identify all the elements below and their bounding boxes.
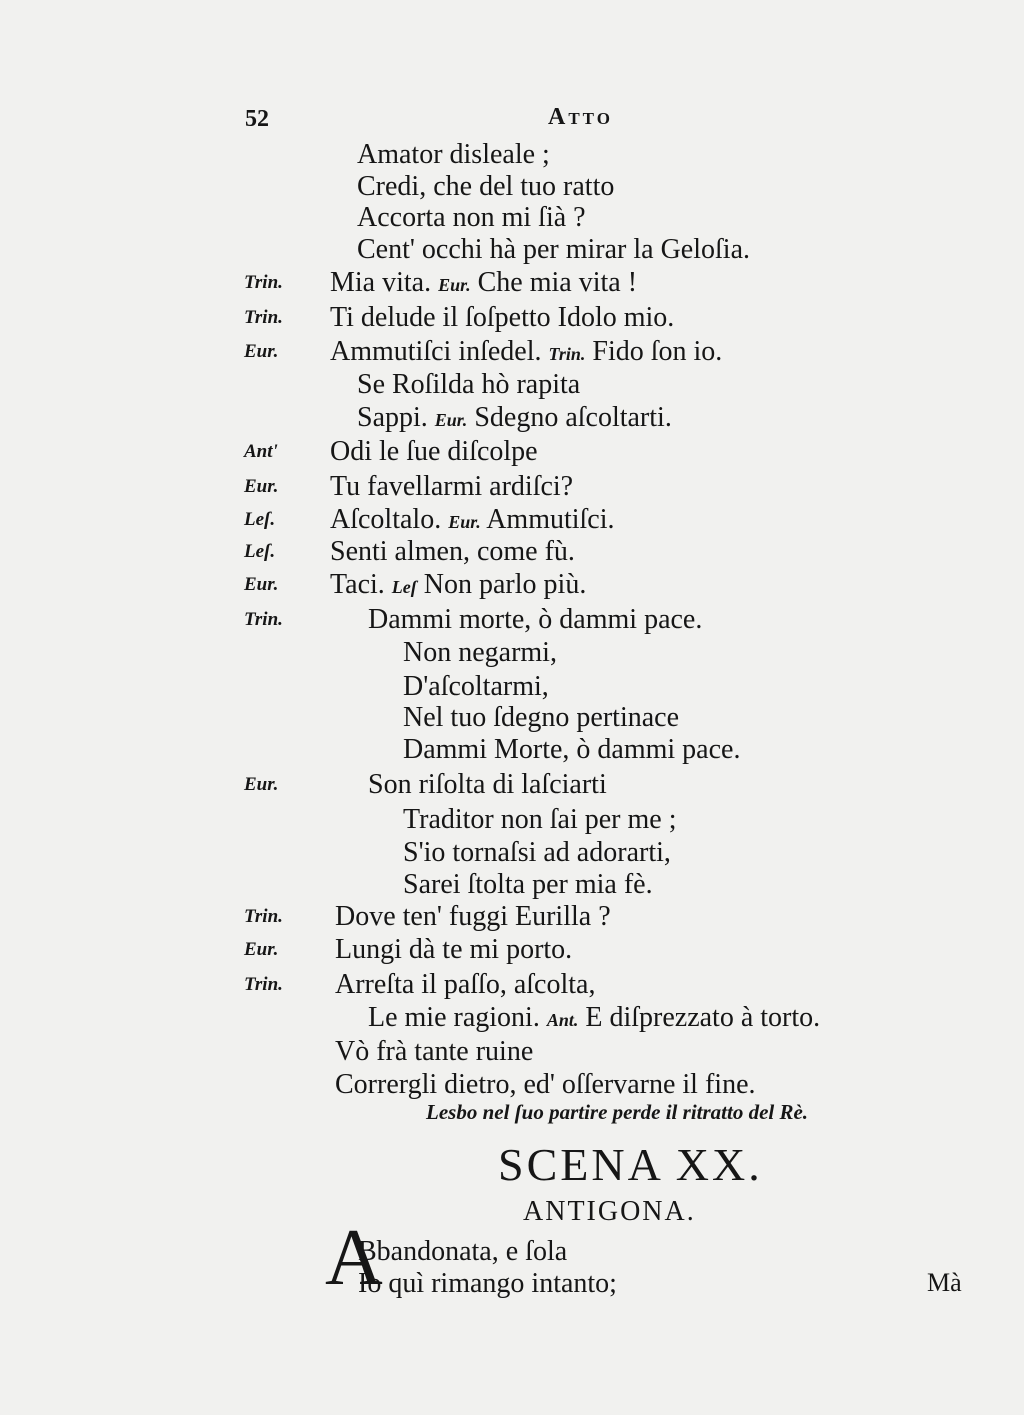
line-text: Credi, che del tuo ratto xyxy=(357,171,615,202)
text-line xyxy=(357,402,672,436)
line-text: Corrergli dietro, ed' oſſervarne il fine. xyxy=(335,1069,756,1100)
text-line xyxy=(357,139,550,171)
line-text: Ammutiſci inſedel. xyxy=(330,336,549,367)
line-text: Senti almen, come fù. xyxy=(330,536,575,567)
line-text: Fido ſon io. xyxy=(585,336,723,367)
text-line xyxy=(335,1069,756,1101)
inline-speaker: Eur. xyxy=(448,512,481,532)
scene-title: SCENA XX. xyxy=(498,1139,763,1190)
text-line xyxy=(368,1002,820,1036)
line-text: Ammutiſci. xyxy=(480,504,615,535)
text-line xyxy=(330,471,573,503)
text-line xyxy=(335,969,595,1001)
text-line xyxy=(368,769,607,801)
speaker-label: Trin. xyxy=(244,609,283,630)
text-line xyxy=(357,171,614,203)
text-line xyxy=(403,869,653,901)
text-line xyxy=(335,934,572,966)
text-line xyxy=(403,734,740,766)
text-line xyxy=(403,804,676,836)
text-line xyxy=(330,336,722,370)
line-text: Traditor non ſai per me ; xyxy=(403,804,677,835)
speaker-label: Eur. xyxy=(244,939,279,960)
line-text: Dammi Morte, ò dammi pace. xyxy=(403,734,741,765)
speaker-label: Eur. xyxy=(244,774,279,795)
speaker-label: Trin. xyxy=(244,307,283,328)
text-line xyxy=(357,369,580,401)
text-line xyxy=(335,1036,533,1068)
speaker-label: Ant' xyxy=(244,441,278,462)
line-text: Dove ten' fuggi Eurilla ? xyxy=(335,901,611,932)
text-line xyxy=(403,702,679,734)
text-line xyxy=(403,637,557,669)
text-line xyxy=(330,536,575,568)
inline-speaker: Trin. xyxy=(548,344,586,364)
stage-direction: Lesbo nel ſuo partire perde il ritratto del Rè. xyxy=(426,1100,809,1124)
running-title: Atto xyxy=(548,104,613,130)
verse-line: Io quì rimango intanto; xyxy=(358,1268,617,1299)
line-text: Mia vita. xyxy=(330,267,439,298)
speaker-label: Eur. xyxy=(244,574,279,595)
line-text: Taci. xyxy=(330,569,392,600)
text-line xyxy=(357,202,586,234)
line-text: Vò frà tante ruine xyxy=(335,1036,534,1067)
speaker-label: Leſ. xyxy=(244,509,276,530)
line-text: Aſcoltalo. xyxy=(330,504,449,535)
text-line xyxy=(357,234,750,266)
page-number: 52 xyxy=(245,106,269,132)
speaker-label: Trin. xyxy=(244,906,283,927)
inline-speaker: Ant. xyxy=(546,1010,579,1030)
line-text: Se Roſilda hò rapita xyxy=(357,369,581,400)
catchword: Mà xyxy=(927,1268,962,1297)
speaker-label: Trin. xyxy=(244,272,283,293)
text-line xyxy=(330,436,538,468)
line-text: Sdegno aſcoltarti. xyxy=(467,402,672,433)
text-line xyxy=(330,302,674,334)
text-line xyxy=(330,267,637,301)
line-text: Non parlo più. xyxy=(416,569,587,600)
line-text: Nel tuo ſdegno pertinace xyxy=(403,702,680,733)
line-text: Dammi morte, ò dammi pace. xyxy=(368,604,703,635)
inline-speaker: Eur. xyxy=(434,410,468,430)
text-line xyxy=(330,504,615,538)
text-line xyxy=(335,901,611,933)
character-name: ANTIGONA. xyxy=(523,1196,696,1227)
text-line xyxy=(330,569,586,603)
line-text: Le mie ragioni. xyxy=(368,1002,547,1033)
text-line xyxy=(368,604,702,636)
verse-line: Bbandonata, e ſola xyxy=(358,1236,568,1267)
text-line xyxy=(403,671,549,703)
line-text: D'aſcoltarmi, xyxy=(403,671,549,702)
speaker-label: Eur. xyxy=(244,476,279,497)
speaker-label: Trin. xyxy=(244,974,283,995)
line-text: Son riſolta di laſciarti xyxy=(368,769,607,800)
line-text: Non negarmi, xyxy=(403,637,557,668)
line-text: Arreſta il paſſo, aſcolta, xyxy=(335,969,596,1000)
line-text: Tu favellarmi ardiſci? xyxy=(330,471,574,502)
line-text: Amator disleale ; xyxy=(357,139,550,170)
line-text: Cent' occhi hà per mirar la Geloſia. xyxy=(357,234,750,265)
line-text: Accorta non mi ſià ? xyxy=(357,202,586,233)
line-text: Odi le ſue diſcolpe xyxy=(330,436,538,467)
speaker-label: Eur. xyxy=(244,341,279,362)
inline-speaker: Leſ xyxy=(391,577,417,597)
line-text: S'io tornaſsi ad adorarti, xyxy=(403,837,671,868)
drop-cap: A xyxy=(325,1214,383,1302)
line-text: E diſprezzato à torto. xyxy=(578,1002,821,1033)
line-text: Sarei ſtolta per mia fè. xyxy=(403,869,653,900)
text-line xyxy=(403,837,671,869)
speaker-label: Leſ. xyxy=(244,541,276,562)
line-text: Ti delude il ſoſpetto Idolo mio. xyxy=(330,302,675,333)
line-text: Che mia vita ! xyxy=(470,267,638,298)
line-text: Lungi dà te mi porto. xyxy=(335,934,573,965)
inline-speaker: Eur. xyxy=(438,275,471,295)
line-text: Sappi. xyxy=(357,402,435,433)
